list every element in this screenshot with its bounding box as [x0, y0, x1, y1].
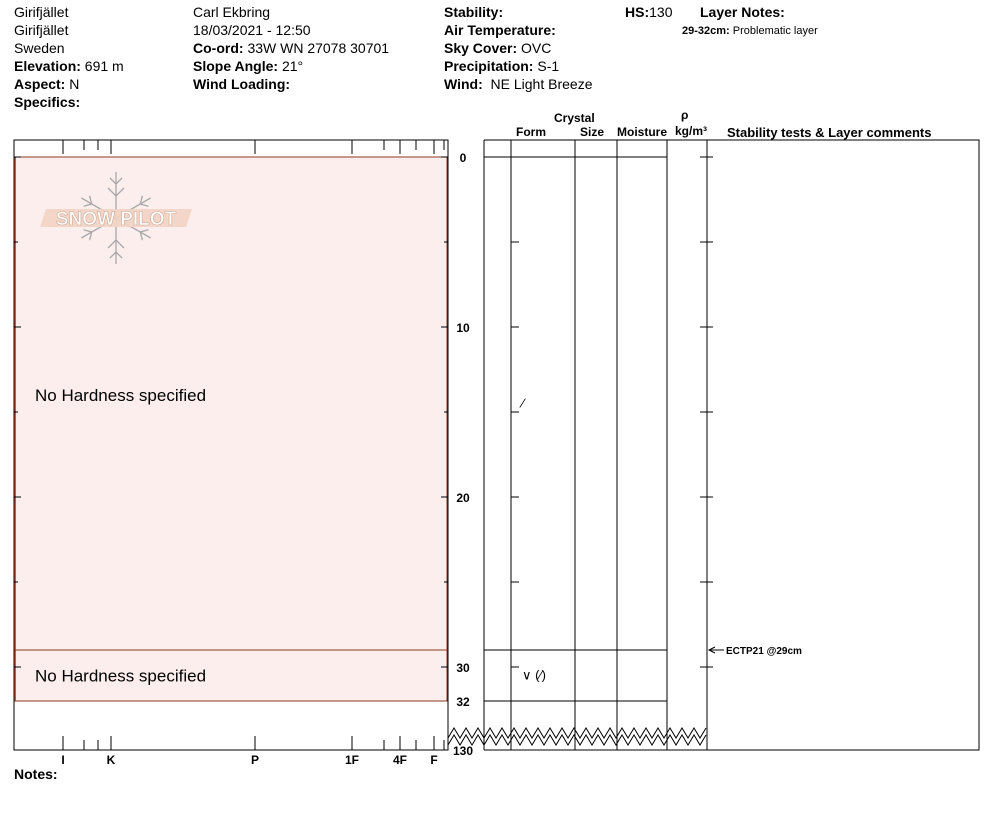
layer-notes-label: Layer Notes:: [700, 4, 785, 20]
observation-datetime: 18/03/2021 - 12:50: [193, 22, 311, 38]
density-unit-header: kg/m³: [675, 124, 708, 138]
hardness-label-P: P: [250, 753, 260, 767]
stability-test-label: ECTP21 @29cm: [726, 646, 802, 657]
table-depth-ticks: [511, 157, 707, 667]
size-header: Size: [580, 125, 605, 139]
comments-panel-frame: [707, 140, 979, 750]
crystal-header: Crystal: [554, 111, 595, 125]
location-name: Girifjället: [14, 4, 69, 20]
coord-value: 33W WN 27078 30701: [247, 40, 390, 56]
stability-label: Stability:: [444, 4, 504, 20]
hardness-label-F: F: [430, 753, 438, 767]
site-name: Girifjället: [14, 22, 69, 38]
depth-label-130: 130: [452, 744, 474, 758]
sky-label: Sky Cover:: [444, 40, 518, 56]
observer-name: Carl Ekbring: [193, 4, 271, 20]
wind-value: NE Light Breeze: [490, 76, 593, 92]
hardness-label-4F: 4F: [392, 753, 408, 767]
air-temperature-label: Air Temperature:: [444, 22, 556, 38]
precip-label: Precipitation:: [444, 58, 534, 74]
sky-value: OVC: [521, 40, 552, 56]
depth-label-0: 0: [459, 151, 467, 165]
depth-label-10: 10: [456, 321, 470, 335]
slope-value: 21°: [281, 58, 304, 74]
depth-labels: [453, 151, 473, 758]
crystal-form-symbol-0: ⁄: [522, 395, 525, 411]
hs-label: HS:: [625, 4, 650, 20]
comments-depth-ticks: [707, 157, 713, 667]
hardness-label-1F: 1F: [344, 753, 360, 767]
moisture-header: Moisture: [617, 125, 668, 139]
hardness-label-I: I: [61, 753, 65, 767]
notes-label: Notes:: [14, 766, 58, 782]
layer-hardness-text-1: No Hardness specified: [35, 666, 207, 686]
rho-header: ρ: [681, 108, 689, 122]
layer-note-text: Problematic layer: [732, 25, 818, 37]
depth-label-32: 32: [456, 695, 470, 709]
wind-loading-label: Wind Loading:: [193, 76, 291, 92]
hardness-scale-labels: [61, 753, 437, 767]
precip-value: S-1: [537, 58, 560, 74]
layer-hardness-text-0: No Hardness specified: [35, 386, 207, 405]
depth-label-20: 20: [456, 491, 470, 505]
slope-label: Slope Angle:: [193, 58, 279, 74]
elevation-value: 691 m: [84, 58, 124, 74]
elevation-label: Elevation:: [14, 58, 81, 74]
crystal-form-symbol-1: ∨ (⁄): [522, 667, 546, 683]
coord-label: Co-ord:: [193, 40, 244, 56]
specifics-label: Specifics:: [14, 94, 81, 110]
form-header: Form: [516, 125, 546, 139]
country: Sweden: [14, 40, 65, 56]
aspect-label: Aspect:: [14, 76, 66, 92]
hs-value: 130: [649, 4, 673, 20]
crystal-form-symbols: [519, 396, 546, 683]
aspect-value: N: [69, 76, 80, 92]
logo-text: SNOW PILOT: [55, 209, 177, 230]
depth-label-30: 30: [456, 661, 470, 675]
wind-label: Wind:: [444, 76, 483, 92]
stability-comments-header: Stability tests & Layer comments: [727, 125, 932, 140]
hardness-label-K: K: [106, 753, 116, 767]
crystal-table: [484, 140, 707, 750]
stability-test-arrow: [709, 647, 724, 653]
layer-note-range: 29-32cm:: [682, 25, 730, 37]
layer-fills: [15, 157, 447, 701]
